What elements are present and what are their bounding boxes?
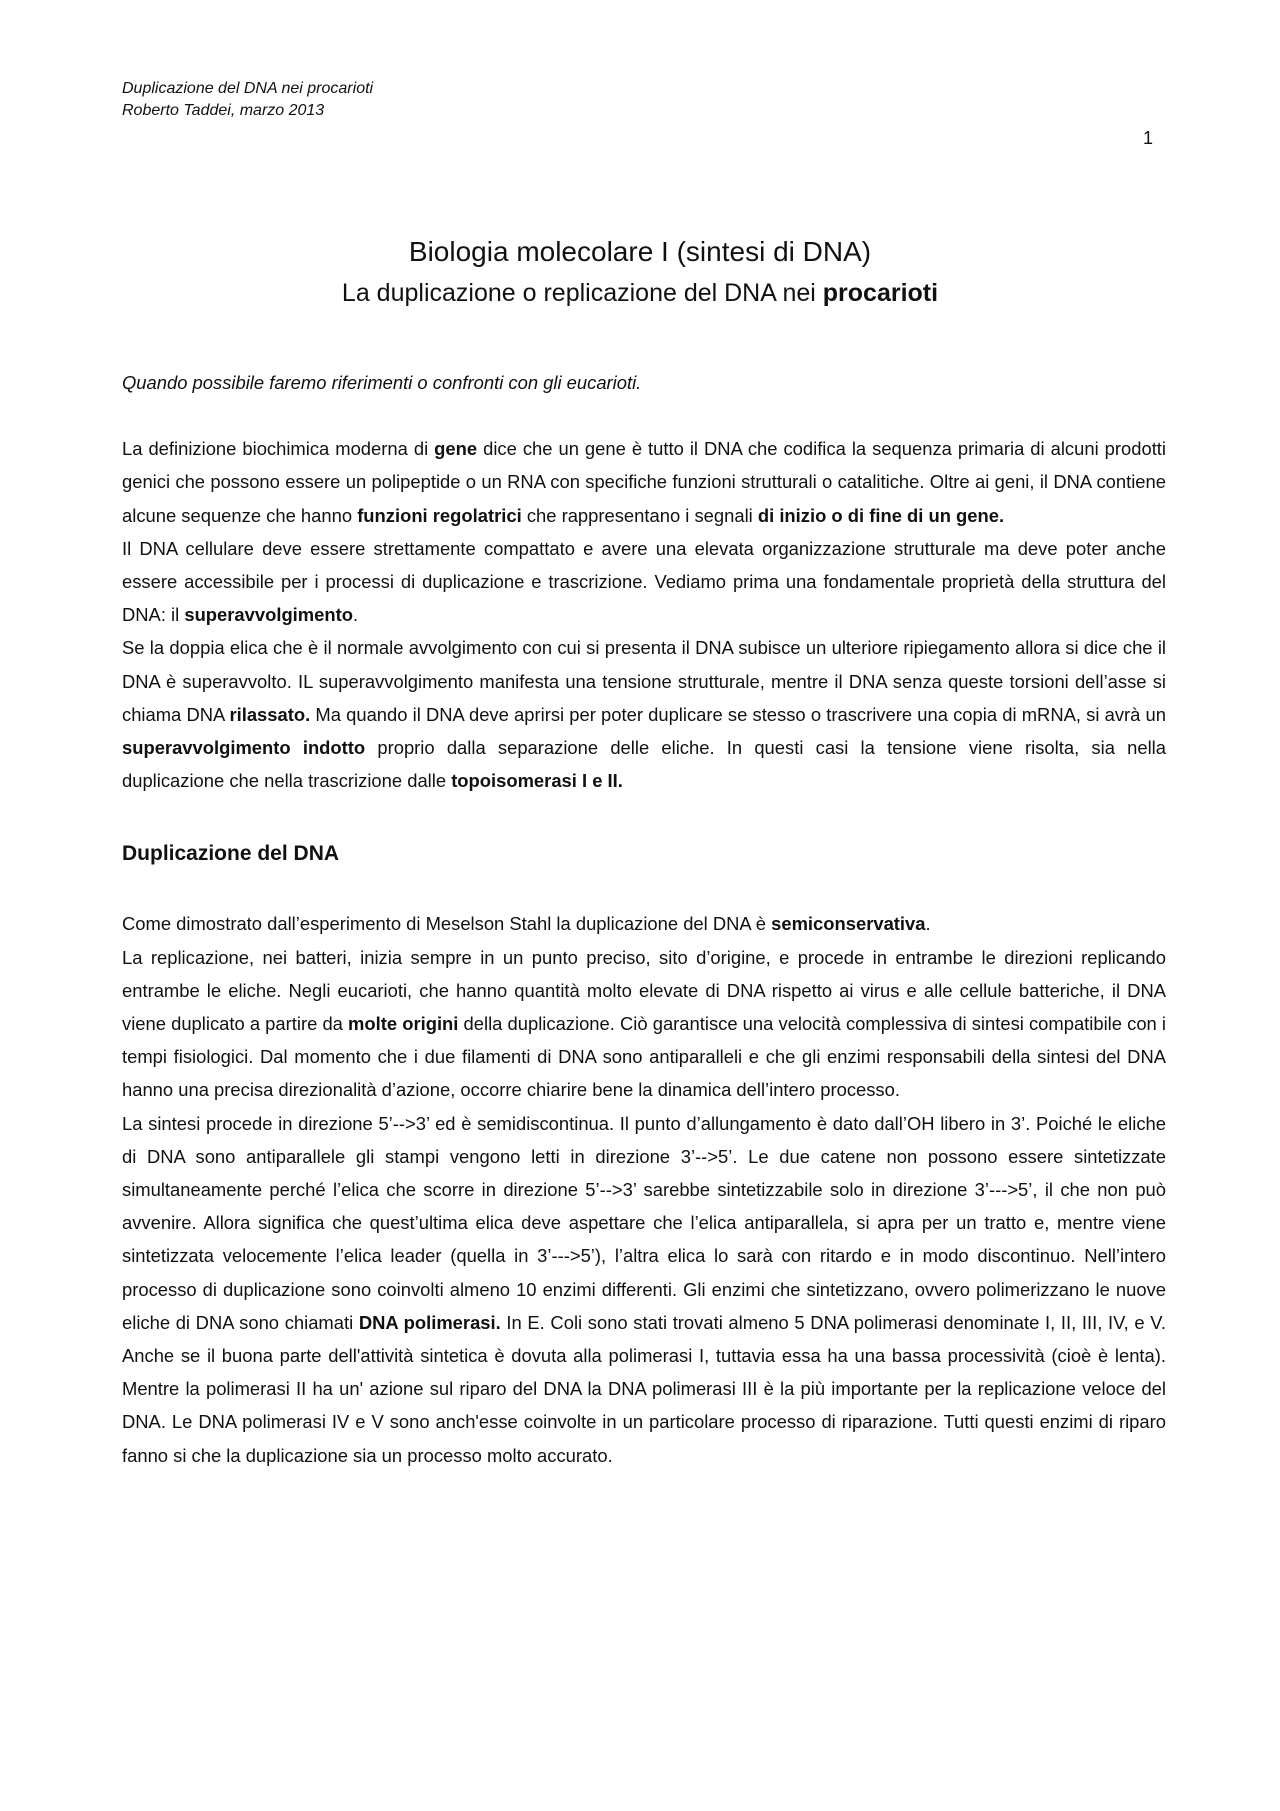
intro-paragraph: Quando possibile faremo riferimenti o confronti con gli eucarioti. (122, 372, 642, 393)
page-subtitle (0, 276, 1280, 310)
section-heading: Duplicazione del DNA (122, 842, 340, 866)
text-run: Come dimostrato dall’esperimento di Meselson Stahl la duplicazione del DNA è (122, 913, 772, 935)
text-run: che rappresentano i segnali (521, 504, 758, 526)
page-number: 1 (1143, 128, 1154, 148)
text-run: La replicazione, nei batteri, inizia sempre in un punto preciso, sito d’origine, e procede in entrambe le direzioni replicando entrambe le eliche. Negli eucarioti, che hanno quantità molto elevate di DNA rispetto ai virus e alle cellule batteriche, il DNA viene duplicato a partire da (122, 946, 1166, 1035)
paragraph-semiconservative (122, 907, 1166, 940)
running-header (122, 78, 373, 122)
document-body (122, 366, 1166, 1472)
text-run: In E. Coli sono stati trovati almeno 5 DNA polimerasi denominate I, II, III, IV, e V. Anche se il buona parte dell'attività sintetica è dovuta alla polimerasi I, tuttavia essa ha una bassa processività (cioè è lenta). Mentre la polimerasi II ha un' azione sul riparo del DNA la DNA polimerasi III è la più importante per la replicazione veloce del DNA. Le DNA polimerasi IV e V sono anch'esse coinvolte in un particolare processo di riparazione. Tutti questi enzimi di riparo fanno si che la duplicazione sia un processo molto accurato. (122, 1311, 1166, 1466)
bold-run: molte origini (348, 1013, 459, 1035)
bold-run: gene (434, 438, 478, 460)
bold-run: superavvolgimento (184, 604, 353, 626)
page-title: Biologia molecolare I (sintesi di DNA) (408, 236, 872, 267)
paragraph-supercoiling (122, 631, 1166, 797)
paragraph-dna-compaction (122, 532, 1166, 632)
bold-run: funzioni regolatrici (357, 504, 522, 526)
text-run: La sintesi procede in direzione 5’-->3’ ed è semidiscontinua. Il punto d’allungamento è dato dall’OH libero in 3’. Poiché le eliche di DNA sono antiparallele gli stampi vengono letti in direzione 3’-->5’. Le due catene non possono essere sintetizzate simultaneamente perché l’elica che scorre in direzione 5’-->3’ sarebbe sintetizzabile solo in direzione 3’--->5’, il che non può avvenire. Allora significa che quest’ultima elica deve aspettare che l’elica antiparallela, si apra per un tratto e, mentre viene sintetizzata velocemente l’elica leader (quella in 3’--->5’), l’altra elica lo sarà con ritardo e in modo discontinuo. Nell’intero processo di duplicazione sono coinvolti almeno 10 enzimi differenti. Gli enzimi che sintetizzano, ovvero polimerizzano le nuove eliche di DNA sono chiamati (122, 1112, 1166, 1333)
text-run: Il DNA cellulare deve essere strettamente compattato e avere una elevata organizzazione strutturale ma deve poter anche essere accessibile per i processi di duplicazione e trascrizione. Vediamo prima una fondamentale proprietà della struttura del DNA: il (122, 537, 1166, 626)
paragraph-replication-origins (122, 941, 1166, 1107)
subtitle-text: La duplicazione o replicazione del DNA nei (341, 279, 823, 307)
header-author-date: Roberto Taddei, marzo 2013 (122, 102, 325, 119)
bold-run: di inizio o di fine di un gene. (757, 504, 1005, 526)
title-block (0, 234, 1280, 310)
paragraph-gene-definition (122, 432, 1166, 532)
subtitle-bold: procarioti (822, 279, 939, 307)
header-document-title: Duplicazione del DNA nei procarioti (122, 80, 374, 97)
text-run: . (352, 604, 359, 626)
text-run: dice che un gene è tutto il DNA che codifica la sequenza primaria di alcuni prodotti genici che possono essere un polipeptide o un RNA con specifiche funzioni strutturali o catalitiche. Oltre ai geni, il DNA contiene alcune sequenze che hanno (122, 438, 1166, 526)
bold-run: superavvolgimento indotto (122, 737, 366, 759)
text-run: Ma quando il DNA deve aprirsi per poter duplicare se stesso o trascrivere una copia di mRNA, si avrà un (310, 703, 1166, 725)
bold-run: DNA polimerasi. (358, 1311, 501, 1333)
text-run: Se la doppia elica che è il normale avvolgimento con cui si presenta il DNA subisce un ulteriore ripiegamento allora si dice che il DNA è superavvolto. IL superavvolgimento manifesta una tensione strutturale, mentre il DNA senza queste torsioni dell’asse si chiama DNA (122, 637, 1166, 725)
bold-run: topoisomerasi I e II. (451, 770, 623, 792)
paragraph-synthesis-direction (122, 1107, 1166, 1472)
bold-run: semiconservativa (771, 913, 926, 935)
text-run: proprio dalla separazione delle eliche. In questi casi la tensione viene risolta, sia nella duplicazione che nella trascrizione dalle (122, 737, 1166, 792)
text-run: . (925, 913, 931, 935)
text-run: La definizione biochimica moderna di (122, 438, 435, 460)
bold-run: rilassato. (229, 703, 311, 725)
text-run: della duplicazione. Ciò garantisce una velocità complessiva di sintesi compatibile con i tempi fisiologici. Dal momento che i due filamenti di DNA sono antiparalleli e che gli enzimi responsabili della sintesi del DNA hanno una precisa direzionalità d’azione, occorre chiarire bene la dinamica dell’intero processo. (122, 1013, 1166, 1101)
